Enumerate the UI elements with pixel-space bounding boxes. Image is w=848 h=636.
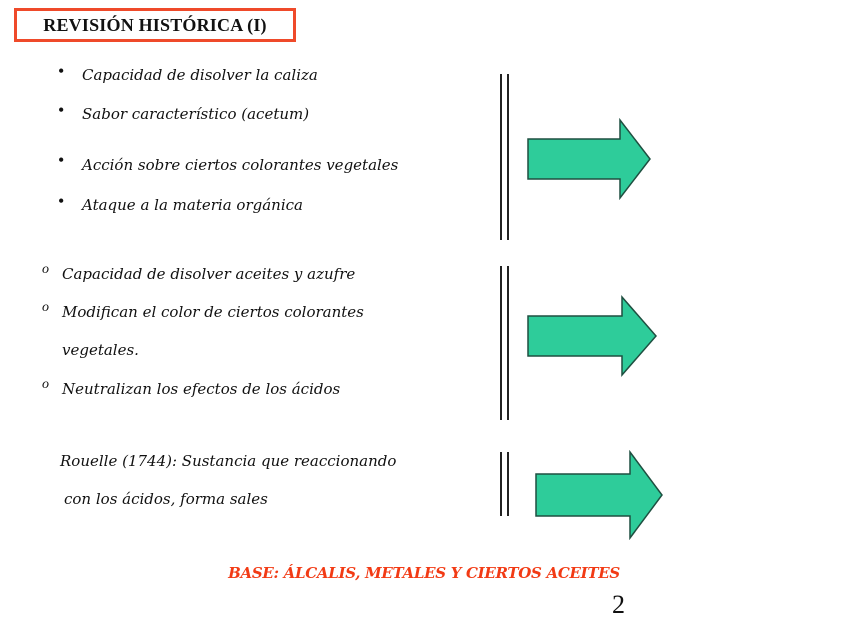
divider-line bbox=[507, 74, 509, 240]
circle-bullet-icon: o bbox=[42, 300, 49, 315]
page-number: 2 bbox=[612, 590, 625, 619]
alkali-property-2-cont: vegetales. bbox=[62, 341, 139, 359]
right-arrow-shape bbox=[528, 297, 656, 375]
circle-bullet-icon: o bbox=[42, 262, 49, 277]
right-arrow-shape bbox=[528, 120, 650, 198]
bullet-icon: • bbox=[58, 191, 65, 211]
bullet-icon: • bbox=[58, 100, 65, 120]
slide-title: REVISIÓN HISTÓRICA (I) bbox=[43, 14, 267, 35]
acid-property-4: Ataque a la materia orgánica bbox=[82, 196, 303, 214]
divider-line bbox=[507, 266, 509, 420]
right-arrow-icon bbox=[526, 118, 654, 200]
divider-line bbox=[500, 74, 502, 240]
bullet-icon: • bbox=[58, 61, 65, 81]
base-definition-footer: BASE: ÁLCALIS, METALES Y CIERTOS ACEITES bbox=[228, 564, 620, 582]
circle-bullet-icon: o bbox=[42, 377, 49, 392]
divider-line bbox=[507, 452, 509, 516]
alkali-property-1: Capacidad de disolver aceites y azufre bbox=[62, 265, 356, 283]
acid-property-3: Acción sobre ciertos colorantes vegetales bbox=[82, 156, 399, 174]
alkali-property-2: Modifican el color de ciertos colorantes bbox=[62, 303, 364, 321]
right-arrow-icon bbox=[526, 295, 660, 377]
divider-line bbox=[500, 452, 502, 516]
acid-property-1: Capacidad de disolver la caliza bbox=[82, 66, 318, 84]
bullet-icon: • bbox=[58, 150, 65, 170]
alkali-property-3: Neutralizan los efectos de los ácidos bbox=[62, 380, 341, 398]
slide-title-box bbox=[14, 8, 296, 42]
right-arrow-shape bbox=[536, 452, 662, 538]
divider-line bbox=[500, 266, 502, 420]
rouelle-definition-1: Rouelle (1744): Sustancia que reaccionando bbox=[60, 452, 397, 470]
acid-property-2: Sabor característico (acetum) bbox=[82, 105, 310, 123]
right-arrow-icon bbox=[534, 450, 666, 540]
rouelle-definition-2: con los ácidos, forma sales bbox=[64, 490, 268, 508]
